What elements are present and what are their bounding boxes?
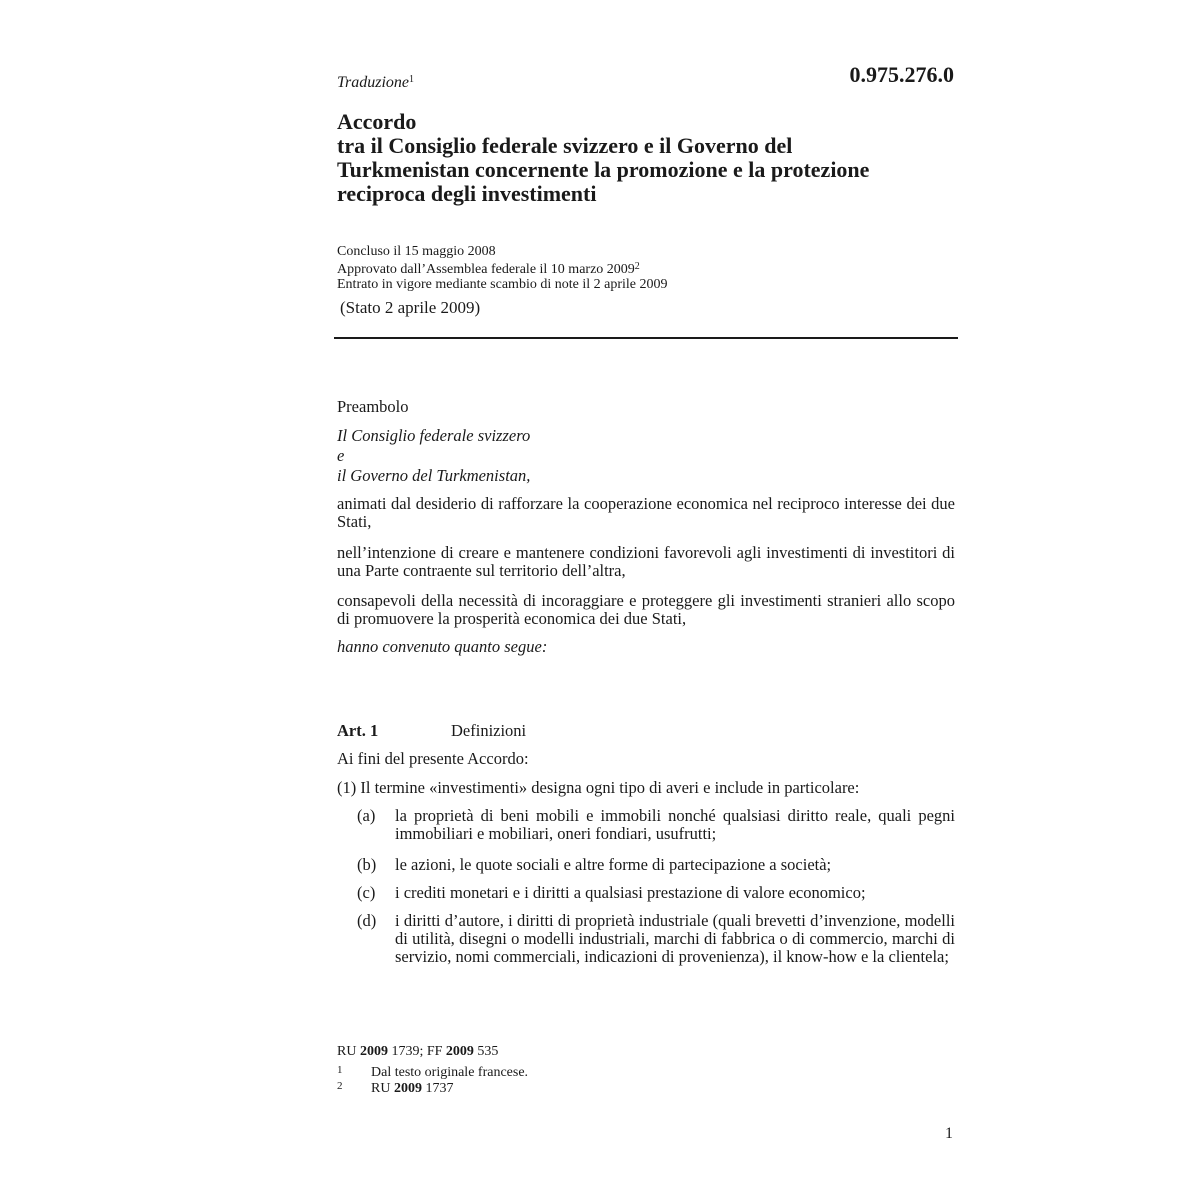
list-label: (b) xyxy=(357,855,377,874)
article-1-intro: Ai fini del presente Accordo: xyxy=(337,749,529,768)
list-label: (a) xyxy=(357,806,376,825)
approved-date: Approvato dall’Assemblea federale il 10 marzo 2009$^2$ xyxy=(337,261,640,277)
list-text: la proprietà di beni mobili e immobili nonché qualsiasi diritto reale, quali pegni immobiliari e mobiliari, oneri fondiari, usufrutti; xyxy=(395,806,955,843)
sr-number: 0.975.276.0 xyxy=(849,62,954,87)
list-label: (c) xyxy=(357,883,376,902)
footnote-2: 2 RU 2009 1737 xyxy=(337,1080,454,1096)
title-line-1: Accordo xyxy=(337,109,417,134)
document-title xyxy=(337,110,977,206)
list-text: i crediti monetari e i diritti a qualsiasi prestazione di valore economico; xyxy=(395,883,866,902)
list-label: (d) xyxy=(357,911,377,930)
preamble-party-1: Il Consiglio federale svizzero xyxy=(337,426,531,445)
page-number: 1 xyxy=(945,1125,953,1142)
preamble-conjunction: e xyxy=(337,446,345,465)
preamble-heading: Preambolo xyxy=(337,397,409,416)
translation-label: Traduzione$^1$ xyxy=(337,74,415,91)
footnote-mark-2[interactable]: 2 xyxy=(634,261,640,272)
preamble-paragraph-2: nell’intenzione di creare e mantenere condizioni favorevoli agli investimenti di investitori di una Parte contraente sul territorio dell’altra, xyxy=(337,543,955,580)
preamble-paragraph-3: consapevoli della necessità di incoraggiare e proteggere gli investimenti stranieri allo scopo di promuovere la prosperità economica dei due Stati, xyxy=(337,591,955,628)
title-line-3: Turkmenistan concernente la promozione e la protezione xyxy=(337,157,870,182)
title-line-4: reciproca degli investimenti xyxy=(337,181,597,206)
in-force-date: Entrato in vigore mediante scambio di note il 2 aprile 2009 xyxy=(337,277,668,292)
publication-reference: RU 2009 1739; FF 2009 535 xyxy=(337,1044,499,1059)
status-date: (Stato 2 aprile 2009) xyxy=(340,298,481,317)
footnote-text: Dal testo originale francese. xyxy=(371,1065,529,1080)
article-1-heading xyxy=(337,721,526,741)
concluded-date: Concluso il 15 maggio 2008 xyxy=(337,244,496,259)
footnote-1 xyxy=(337,1064,528,1081)
list-text: i diritti d’autore, i diritti di proprietà industriale (quali brevetti d’invenzione, modelli di utilità, disegni o modelli industriali, marchi di fabbrica o di commercio, marchi di servizio, nomi commerciali, indicazioni di provenienza), il know-how e la clientela; xyxy=(395,911,955,966)
document-meta xyxy=(337,244,667,292)
list-text: le azioni, le quote sociali e altre forme di partecipazione a società; xyxy=(395,855,832,874)
footnote-number: 2 xyxy=(337,1080,343,1092)
footnote-number: 1 xyxy=(337,1064,343,1076)
article-title: Definizioni xyxy=(451,721,527,740)
preamble-party-2: il Governo del Turkmenistan, xyxy=(337,466,531,485)
footnote-mark-1[interactable]: 1 xyxy=(409,74,415,85)
article-number: Art. 1 xyxy=(337,721,379,740)
preamble-closing: hanno convenuto quanto segue: xyxy=(337,637,548,656)
preamble-paragraph-1: animati dal desiderio di rafforzare la cooperazione economica nel reciproco interesse dei due Stati, xyxy=(337,494,955,531)
header-divider xyxy=(334,337,958,339)
article-1-paragraph-1: (1) Il termine «investimenti» designa ogni tipo di averi e include in particolare: xyxy=(337,778,860,797)
title-line-2: tra il Consiglio federale svizzero e il Governo del xyxy=(337,133,793,158)
